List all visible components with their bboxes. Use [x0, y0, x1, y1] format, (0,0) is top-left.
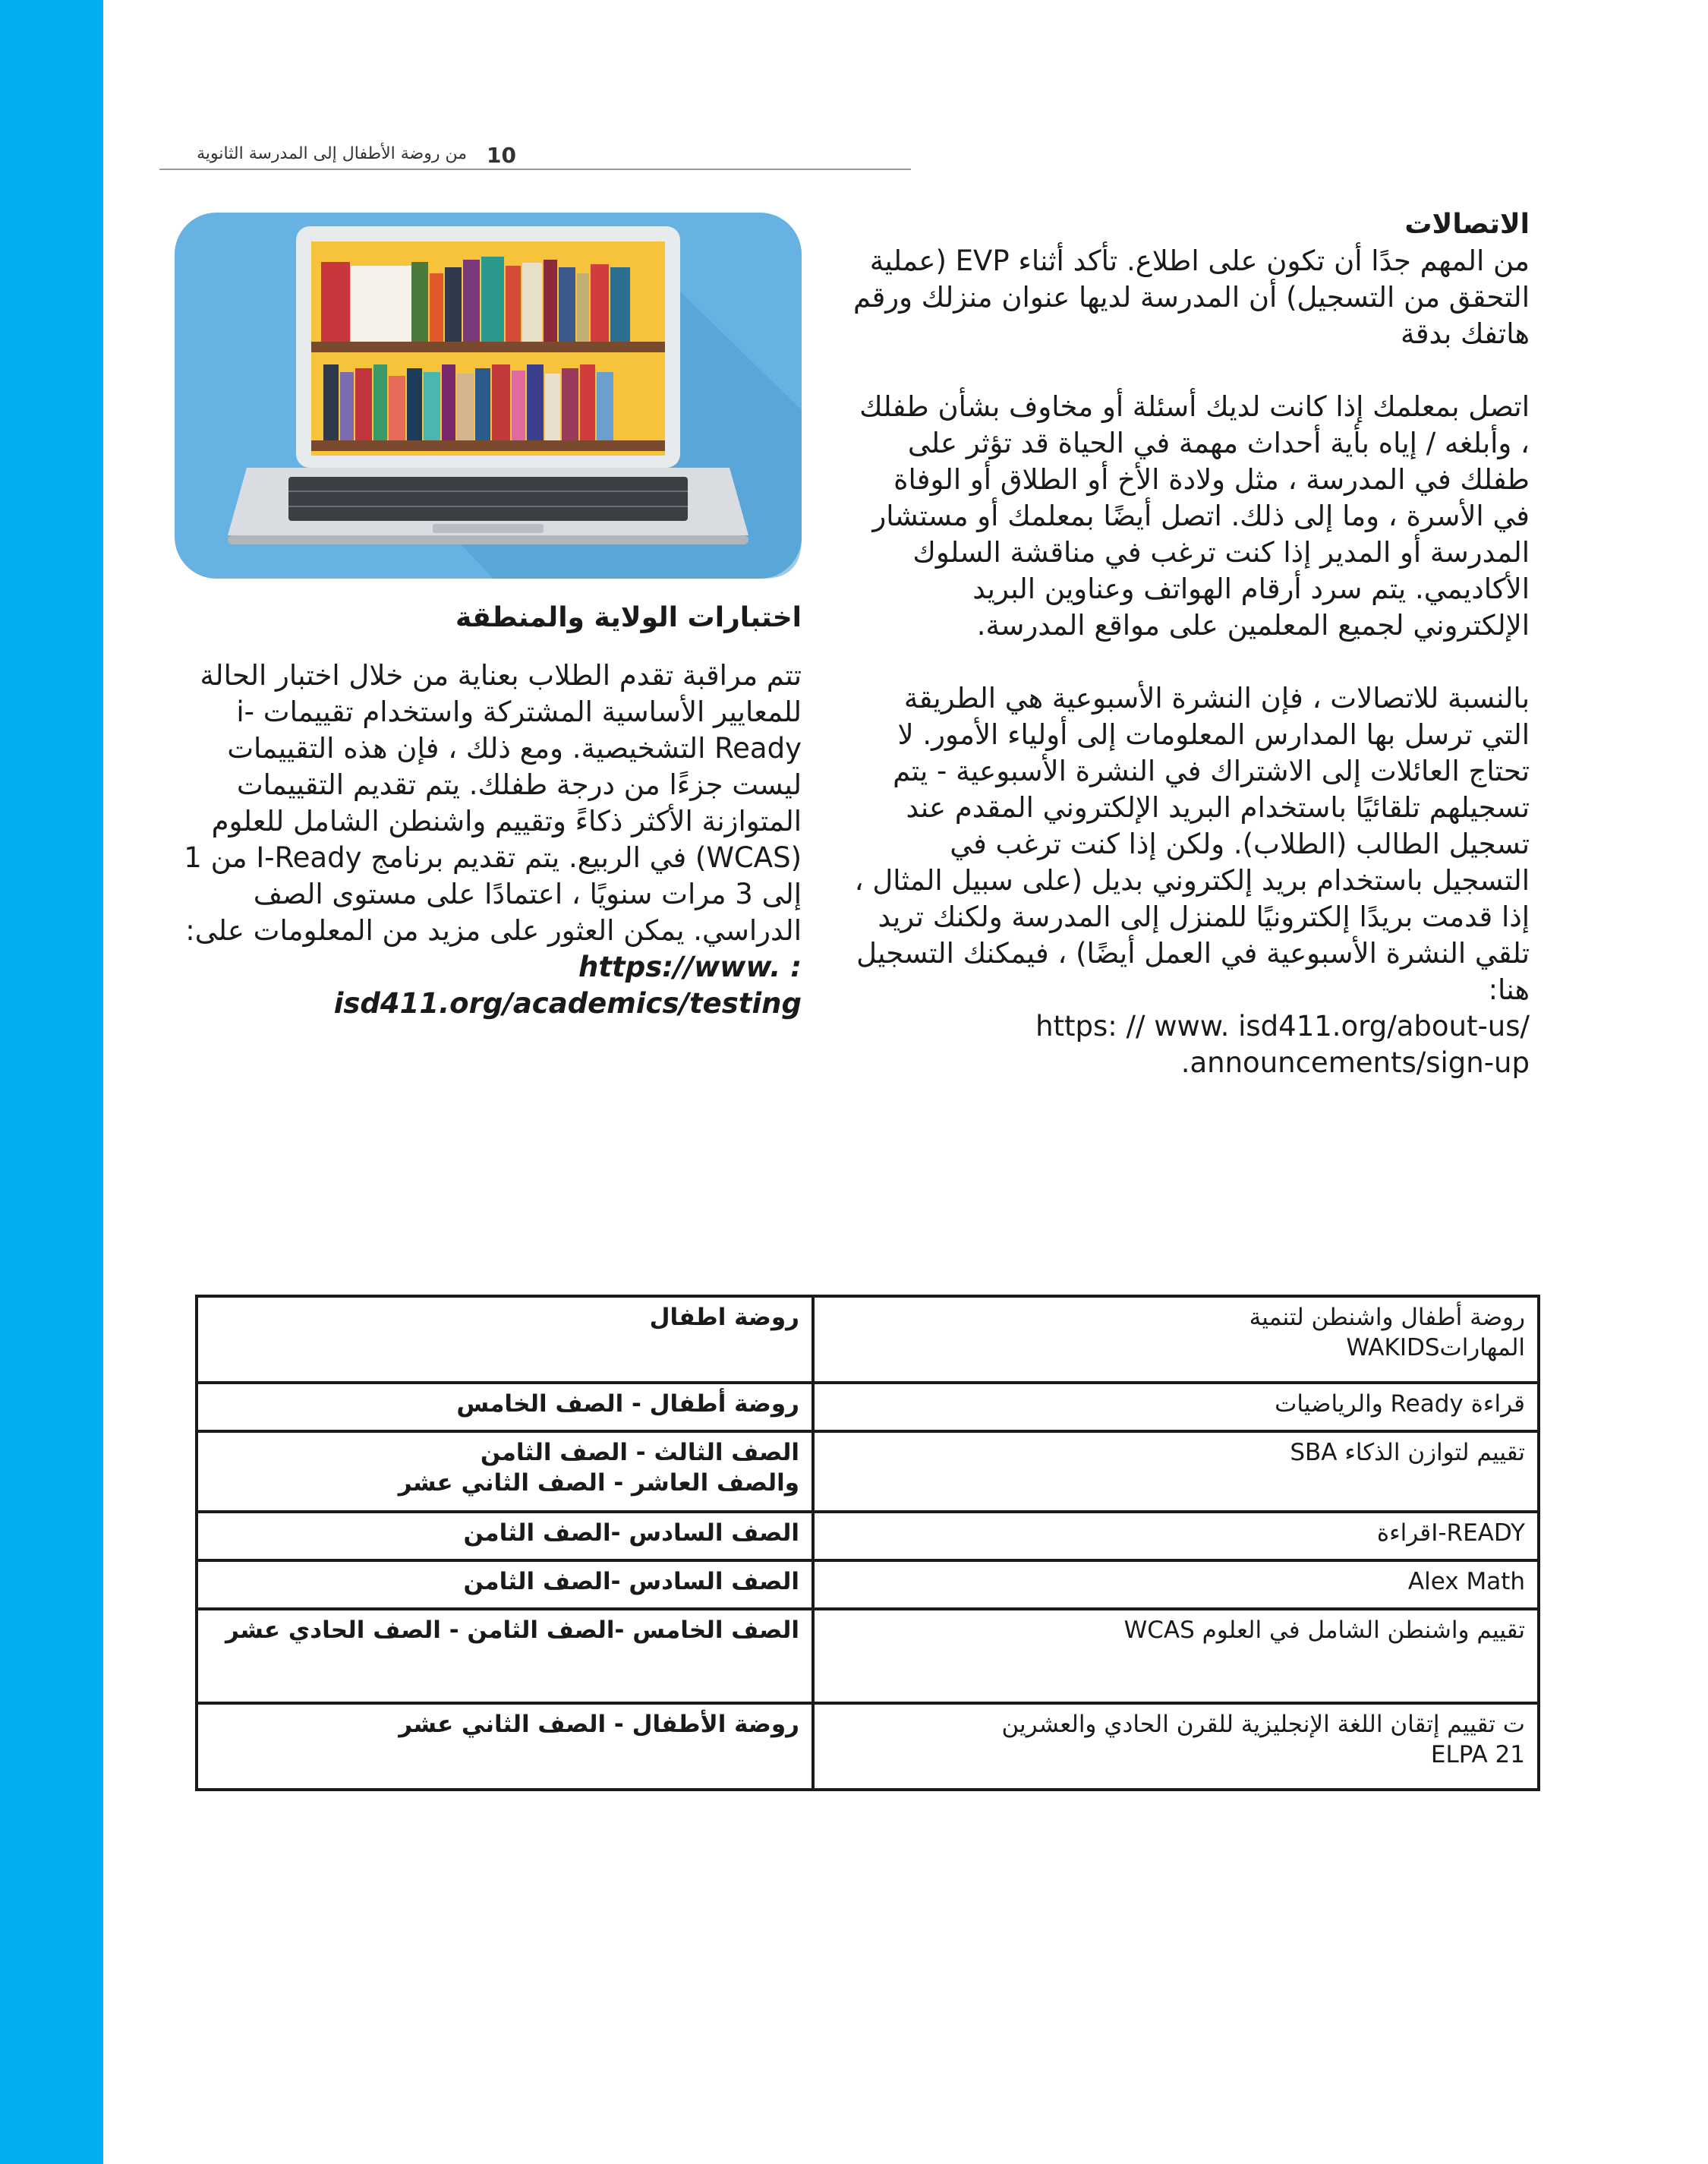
test-name-cell: تقييم واشنطن الشامل في العلوم WCAS	[813, 1609, 1539, 1703]
laptop-bookshelf-illustration	[175, 213, 802, 579]
state-tests-paragraph: تتم مراقبة تقدم الطلاب بعناية من خلال اختبار الحالة للمعايير الأساسية المشتركة واستخدام تقييمات i-Ready التشخيصية. ومع ذلك ، فإن هذه التقييمات ليست جزءًا من درجة طفلك. يتم تقديم التقييمات المتوازنة الأكثر ذكاءً وتقييم واشنطن الشامل للعلوم (WCAS) في الربيع. يتم تقديم برنامج I-Ready من 1 إلى 3 مرات سنويًا ، اعتمادًا على مستوى الصف الدراسي. يمكن العثور على مزيد من المعلومات على:	[184, 659, 802, 947]
table-row	[197, 1296, 1539, 1383]
test-name-cell: تقييم لتوازن الذكاء SBA	[813, 1431, 1539, 1512]
grade-range-cell: روضة الأطفال - الصف الثاني عشر	[197, 1703, 813, 1790]
testing-url-line-2[interactable]: isd411.org/academics/testing	[333, 987, 802, 1020]
laptop-trackpad	[433, 524, 544, 533]
communications-paragraph-1: من المهم جدًا أن تكون على اطلاع. تأكد أثناء EVP (عملية التحقق من التسجيل) أن المدرسة لديها عنوان منزلك ورقم هاتفك بدقة	[852, 244, 1530, 350]
communications-paragraph-3: بالنسبة للاتصالات ، فإن النشرة الأسبوعية هي الطريقة التي ترسل بها المدارس المعلومات إلى أولياء الأمور. لا تحتاج العائلات إلى الاشتراك في النشرة الأسبوعية - يتم تسجيلهم تلقائيًا باستخدام البريد الإلكتروني المقدم عند تسجيل الطالب (الطلاب). ولكن إذا كنت ترغب في التسجيل باستخدام بريد إلكتروني بديل (على سبيل المثال ، إذا قدمت بريدًا إلكترونيًا للمنزل إلى المدرسة ولكنك تريد تلقي النشرة الأسبوعية في العمل أيضًا) ، فيمكنك التسجيل هنا:	[854, 682, 1530, 1006]
tests-table	[195, 1295, 1540, 1791]
page-number: 10	[487, 143, 516, 168]
grade-range-cell: الصف السادس -الصف الثامن	[197, 1560, 813, 1609]
grade-range-cell: الصف الثالث - الصف الثامن والصف العاشر - الصف الثاني عشر	[197, 1431, 813, 1512]
grade-range-cell: الصف الخامس -الصف الثامن - الصف الحادي عشر	[197, 1609, 813, 1703]
header-divider	[159, 169, 911, 170]
state-tests-section	[175, 600, 802, 1022]
test-name-cell: I-READYقراءة	[813, 1512, 1539, 1560]
running-title: من روضة الأطفال إلى المدرسة الثانوية	[197, 144, 467, 163]
communications-paragraph-2: اتصل بمعلمك إذا كانت لديك أسئلة أو مخاوف بشأن طفلك ، وأبلغه / إياه بأية أحداث مهمة في الحياة قد تؤثر على طفلك في المدرسة ، مثل ولادة الأخ أو الطلاق أو الوفاة في الأسرة ، وما إلى ذلك. اتصل أيضًا بمعلمك أو مستشار المدرسة أو المدير إذا كنت ترغب في مناقشة السلوك الأكاديمي. يتم سرد أرقام الهواتف وعناوين البريد الإلكتروني لجميع المعلمين على مواقع المدرسة.	[859, 390, 1530, 642]
left-accent-bar	[0, 0, 103, 2164]
page-header	[159, 143, 911, 170]
shelf-bottom-books	[323, 364, 613, 440]
table-row	[197, 1703, 1539, 1790]
test-name-cell: قراءة Ready والرياضيات	[813, 1383, 1539, 1431]
signup-url-line-2[interactable]: .announcements/sign-up	[1180, 1046, 1530, 1079]
grade-range-cell: الصف السادس -الصف الثامن	[197, 1512, 813, 1560]
table-row	[197, 1560, 1539, 1609]
signup-url-line-1[interactable]: https: // www. isd411.org/about-us/	[1035, 1010, 1530, 1043]
communications-section	[850, 207, 1530, 1081]
testing-url-line-1[interactable]: https://www. :	[578, 951, 802, 983]
table-row	[197, 1609, 1539, 1703]
laptop-keyboard	[288, 477, 688, 521]
shelf-bottom	[311, 440, 665, 451]
grade-range-cell: روضة أطفال - الصف الخامس	[197, 1383, 813, 1431]
test-name-cell: روضة أطفال واشنطن لتنمية المهاراتWAKIDS	[813, 1296, 1539, 1383]
table-row	[197, 1383, 1539, 1431]
table-row	[197, 1512, 1539, 1560]
test-name-cell: ت تقييم إتقان اللغة الإنجليزية للقرن الحادي والعشرين ELPA 21	[813, 1703, 1539, 1790]
shelf-top	[311, 342, 665, 352]
communications-heading: الاتصالات	[1404, 209, 1530, 240]
laptop-front-edge	[228, 535, 748, 544]
test-name-cell: Alex Math	[813, 1560, 1539, 1609]
grade-range-cell: روضة اطفال	[197, 1296, 813, 1383]
table-row	[197, 1431, 1539, 1512]
state-tests-heading: اختبارات الولاية والمنطقة	[455, 602, 802, 633]
